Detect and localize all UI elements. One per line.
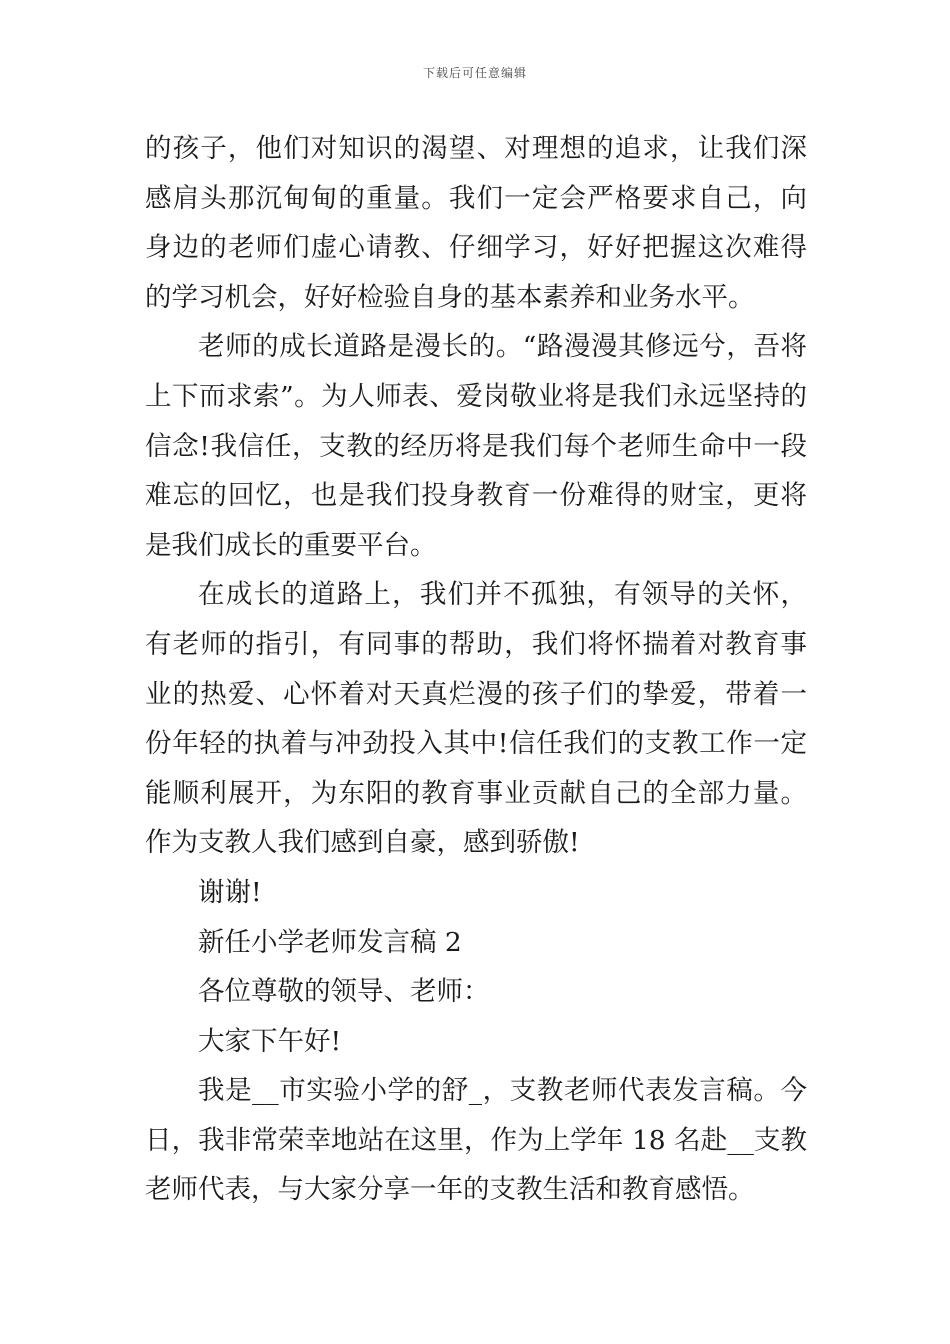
paragraph-introduction: 我是__市实验小学的舒_，支教老师代表发言稿。今日，我非常荣幸地站在这里，作为上学年 18 名赴__支教老师代表，与大家分享一年的支教生活和教育感悟。 xyxy=(145,1075,807,1206)
paragraph-continuation: 的孩子，他们对知识的渴望、对理想的追求，让我们深感肩头那沉甸甸的重量。我们一定会严格要求自己，向身边的老师们虚心请教、仔细学习，好好把握这次难得的学习机会，好好检验自身的基本素养和业务水平。 xyxy=(145,133,807,313)
paragraph-growth-path: 老师的成长道路是漫长的。“路漫漫其修远兮，吾将上下而求索”。为人师表、爱岗敬业将是我们永远坚持的信念!我信任，支教的经历将是我们每个老师生命中一段难忘的回忆，也是我们投身教育一份难得的财宝，更将是我们成长的重要平台。 xyxy=(145,331,807,561)
page-header: 下载后可任意编辑 xyxy=(422,66,527,80)
section-title: 新任小学老师发言稿 2 xyxy=(198,926,462,958)
paragraph-not-alone: 在成长的道路上，我们并不孤独，有领导的关怀，有老师的指引，有同事的帮助，我们将怀揣着对教育事业的热爱、心怀着对天真烂漫的孩子们的挚爱，带着一份年轻的执着与冲劲投入其中!信任我们的支教工作一定能顺利展开，为东阳的教育事业贡献自己的全部力量。作为支教人我们感到自豪，感到骄傲! xyxy=(145,579,807,859)
document-body xyxy=(145,124,807,1215)
paragraph-thanks: 谢谢! xyxy=(198,876,262,908)
greeting: 大家下午好! xyxy=(198,1025,342,1057)
salutation: 各位尊敬的领导、老师： xyxy=(198,976,490,1008)
